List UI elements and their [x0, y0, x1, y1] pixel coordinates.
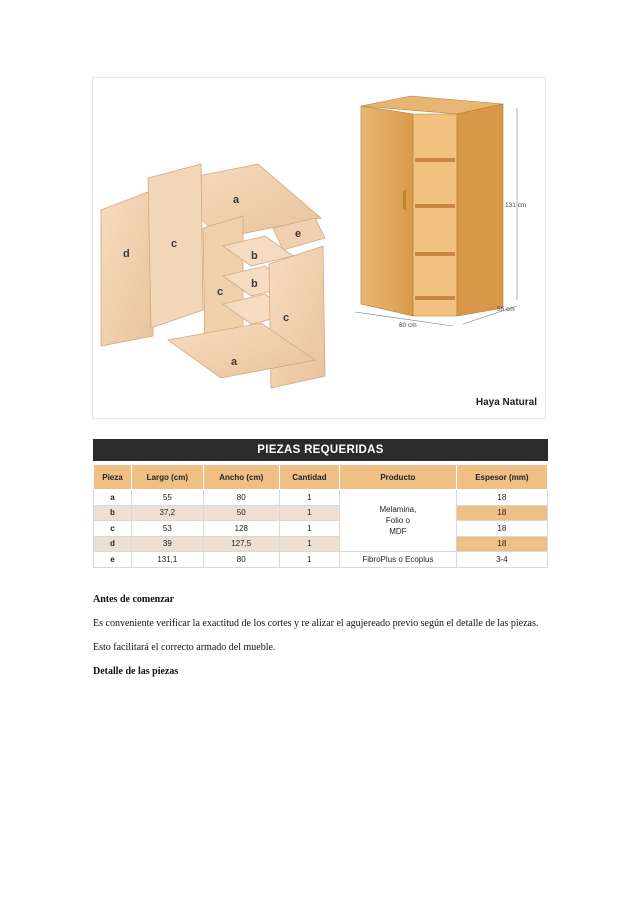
cell-espesor: 18 — [456, 505, 547, 521]
product-line: MDF — [389, 527, 407, 536]
col-header: Pieza — [94, 465, 132, 490]
col-header: Espesor (mm) — [456, 465, 547, 490]
table-title: PIEZAS REQUERIDAS — [93, 439, 548, 461]
piece-label: b — [251, 250, 258, 262]
piece-label: c — [217, 286, 224, 298]
brand-label: Haya Natural — [475, 397, 537, 408]
piece-label: a — [233, 194, 240, 206]
table-row — [94, 521, 548, 537]
pieces-table — [93, 464, 548, 568]
dimension-height: 131 cm — [505, 202, 527, 209]
cell-cantidad: 1 — [279, 505, 339, 521]
furniture-figure — [93, 78, 545, 418]
cell-largo: 131,1 — [131, 552, 203, 568]
cell-pieza: a — [94, 490, 132, 506]
col-header: Cantidad — [279, 465, 339, 490]
cell-largo: 55 — [131, 490, 203, 506]
cell-cantidad: 1 — [279, 552, 339, 568]
cell-espesor: 18 — [456, 521, 547, 537]
cell-cantidad: 1 — [279, 490, 339, 506]
col-header: Ancho (cm) — [203, 465, 279, 490]
heading-detalle: Detalle de las piezas — [93, 666, 179, 677]
piece-label: c — [283, 312, 290, 324]
pieces-table-block — [93, 439, 548, 568]
table-row — [94, 536, 548, 552]
cell-pieza: b — [94, 505, 132, 521]
heading-antes: Antes de comenzar — [93, 594, 175, 605]
paragraph-2: Esto facilitará el correcto armado del mueble. — [93, 642, 276, 653]
cell-pieza: e — [94, 552, 132, 568]
product-line: Folio o — [385, 516, 410, 525]
cabinet-door — [361, 106, 413, 316]
piece-label: e — [295, 228, 302, 240]
table-row — [94, 490, 548, 506]
exploded-view — [101, 164, 325, 388]
cell-largo: 37,2 — [131, 505, 203, 521]
dimension-width: 80 cm — [399, 322, 417, 329]
cell-espesor: 18 — [456, 490, 547, 506]
door-handle — [403, 190, 406, 210]
cell-ancho: 80 — [203, 552, 279, 568]
cell-producto: FibroPlus o Ecoplus — [340, 552, 457, 568]
cell-largo: 53 — [131, 521, 203, 537]
col-header: Producto — [340, 465, 457, 490]
table-header-row — [94, 465, 548, 490]
cell-ancho: 50 — [203, 505, 279, 521]
col-header: Largo (cm) — [131, 465, 203, 490]
piece-label: c — [171, 238, 178, 250]
table-row — [94, 552, 548, 568]
cell-largo: 39 — [131, 536, 203, 552]
dimension-depth: 55 cm — [497, 306, 515, 313]
cell-producto — [340, 490, 457, 552]
cell-espesor: 18 — [456, 536, 547, 552]
paragraph-1: Es conveniente verificar la exactitud de los cortes y re alizar el agujereado previo según el detalle de las piezas. — [93, 618, 539, 629]
product-line: Melamina, — [379, 505, 417, 514]
piece-label: a — [231, 356, 238, 368]
cell-ancho: 128 — [203, 521, 279, 537]
piece-label: b — [251, 278, 258, 290]
cell-ancho: 80 — [203, 490, 279, 506]
cell-espesor: 3-4 — [456, 552, 547, 568]
cell-cantidad: 1 — [279, 536, 339, 552]
cell-cantidad: 1 — [279, 521, 339, 537]
cell-pieza: d — [94, 536, 132, 552]
assembled-cabinet — [355, 96, 517, 326]
table-row — [94, 505, 548, 521]
piece-label: d — [123, 248, 130, 260]
panel-d-door — [101, 190, 153, 346]
cell-ancho: 127,5 — [203, 536, 279, 552]
cell-pieza: c — [94, 521, 132, 537]
furniture-illustration — [93, 78, 545, 418]
cabinet-interior — [413, 114, 457, 316]
